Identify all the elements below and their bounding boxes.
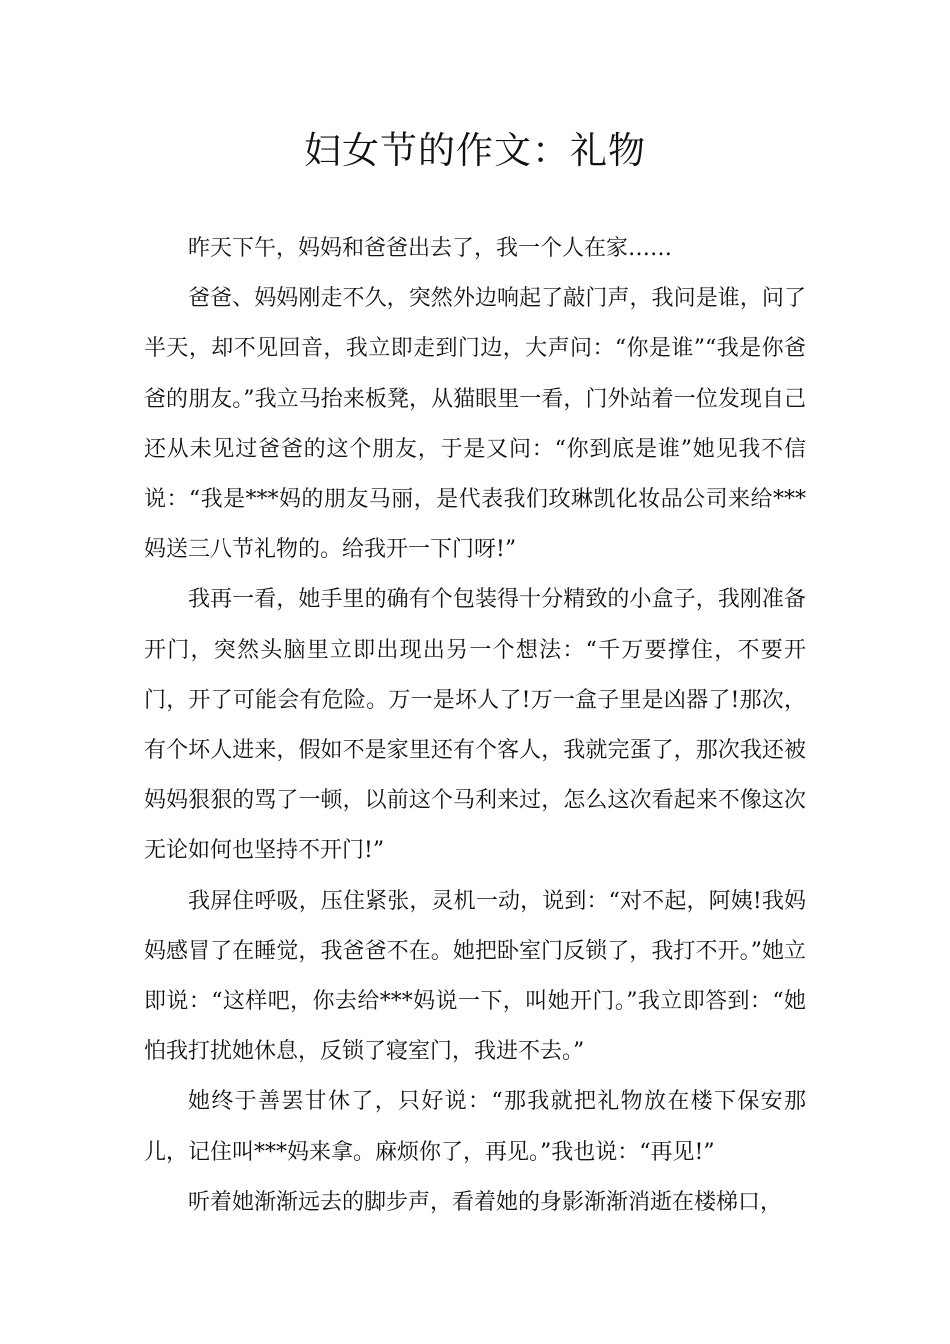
- paragraph: 爸爸、妈妈刚走不久，突然外边响起了敲门声，我问是谁，问了半天，却不见回音，我立即走到门边，大声问：“你是谁”“我是你爸爸的朋友。”我立马抬来板凳，从猫眼里一看，门外站着一位发现自己还从未见过爸爸的这个朋友，于是又问：“你到底是谁”她见我不信说：“我是***妈的朋友马丽，是代表我们玫琳凯化妆品公司来给***妈送三八节礼物的。给我开一下门呀!”: [144, 286, 806, 563]
- document-body: [144, 224, 806, 1228]
- paragraph: 我再一看，她手里的确有个包装得十分精致的小盒子，我刚准备开门，突然头脑里立即出现出另一个想法：“千万要撑住，不要开门，开了可能会有危险。万一是坏人了!万一盒子里是凶器了!那次，有个坏人进来，假如不是家里还有个客人，我就完蛋了，那次我还被妈妈狠狠的骂了一顿，以前这个马利来过，怎么这次看起来不像这次无论如何也坚持不开门!”: [144, 587, 806, 864]
- paragraph: 昨天下午，妈妈和爸爸出去了，我一个人在家……: [188, 236, 673, 261]
- paragraph: 听着她渐渐远去的脚步声，看着她的身影渐渐消逝在楼梯口，: [188, 1189, 783, 1215]
- paragraph: 她终于善罢甘休了，只好说：“那我就把礼物放在楼下保安那儿，记住叫***妈来拿。麻烦你了，再见。”我也说：“再见!”: [144, 1089, 806, 1165]
- document-title: 妇女节的作文：礼物: [304, 129, 646, 172]
- paragraph: 我屏住呼吸，压住紧张，灵机一动，说到：“对不起，阿姨!我妈妈感冒了在睡觉，我爸爸不在。她把卧室门反锁了，我打不开。”她立即说：“这样吧，你去给***妈说一下，叫她开门。”我立即答到：“她怕我打扰她休息，反锁了寝室门，我进不去。”: [144, 888, 806, 1065]
